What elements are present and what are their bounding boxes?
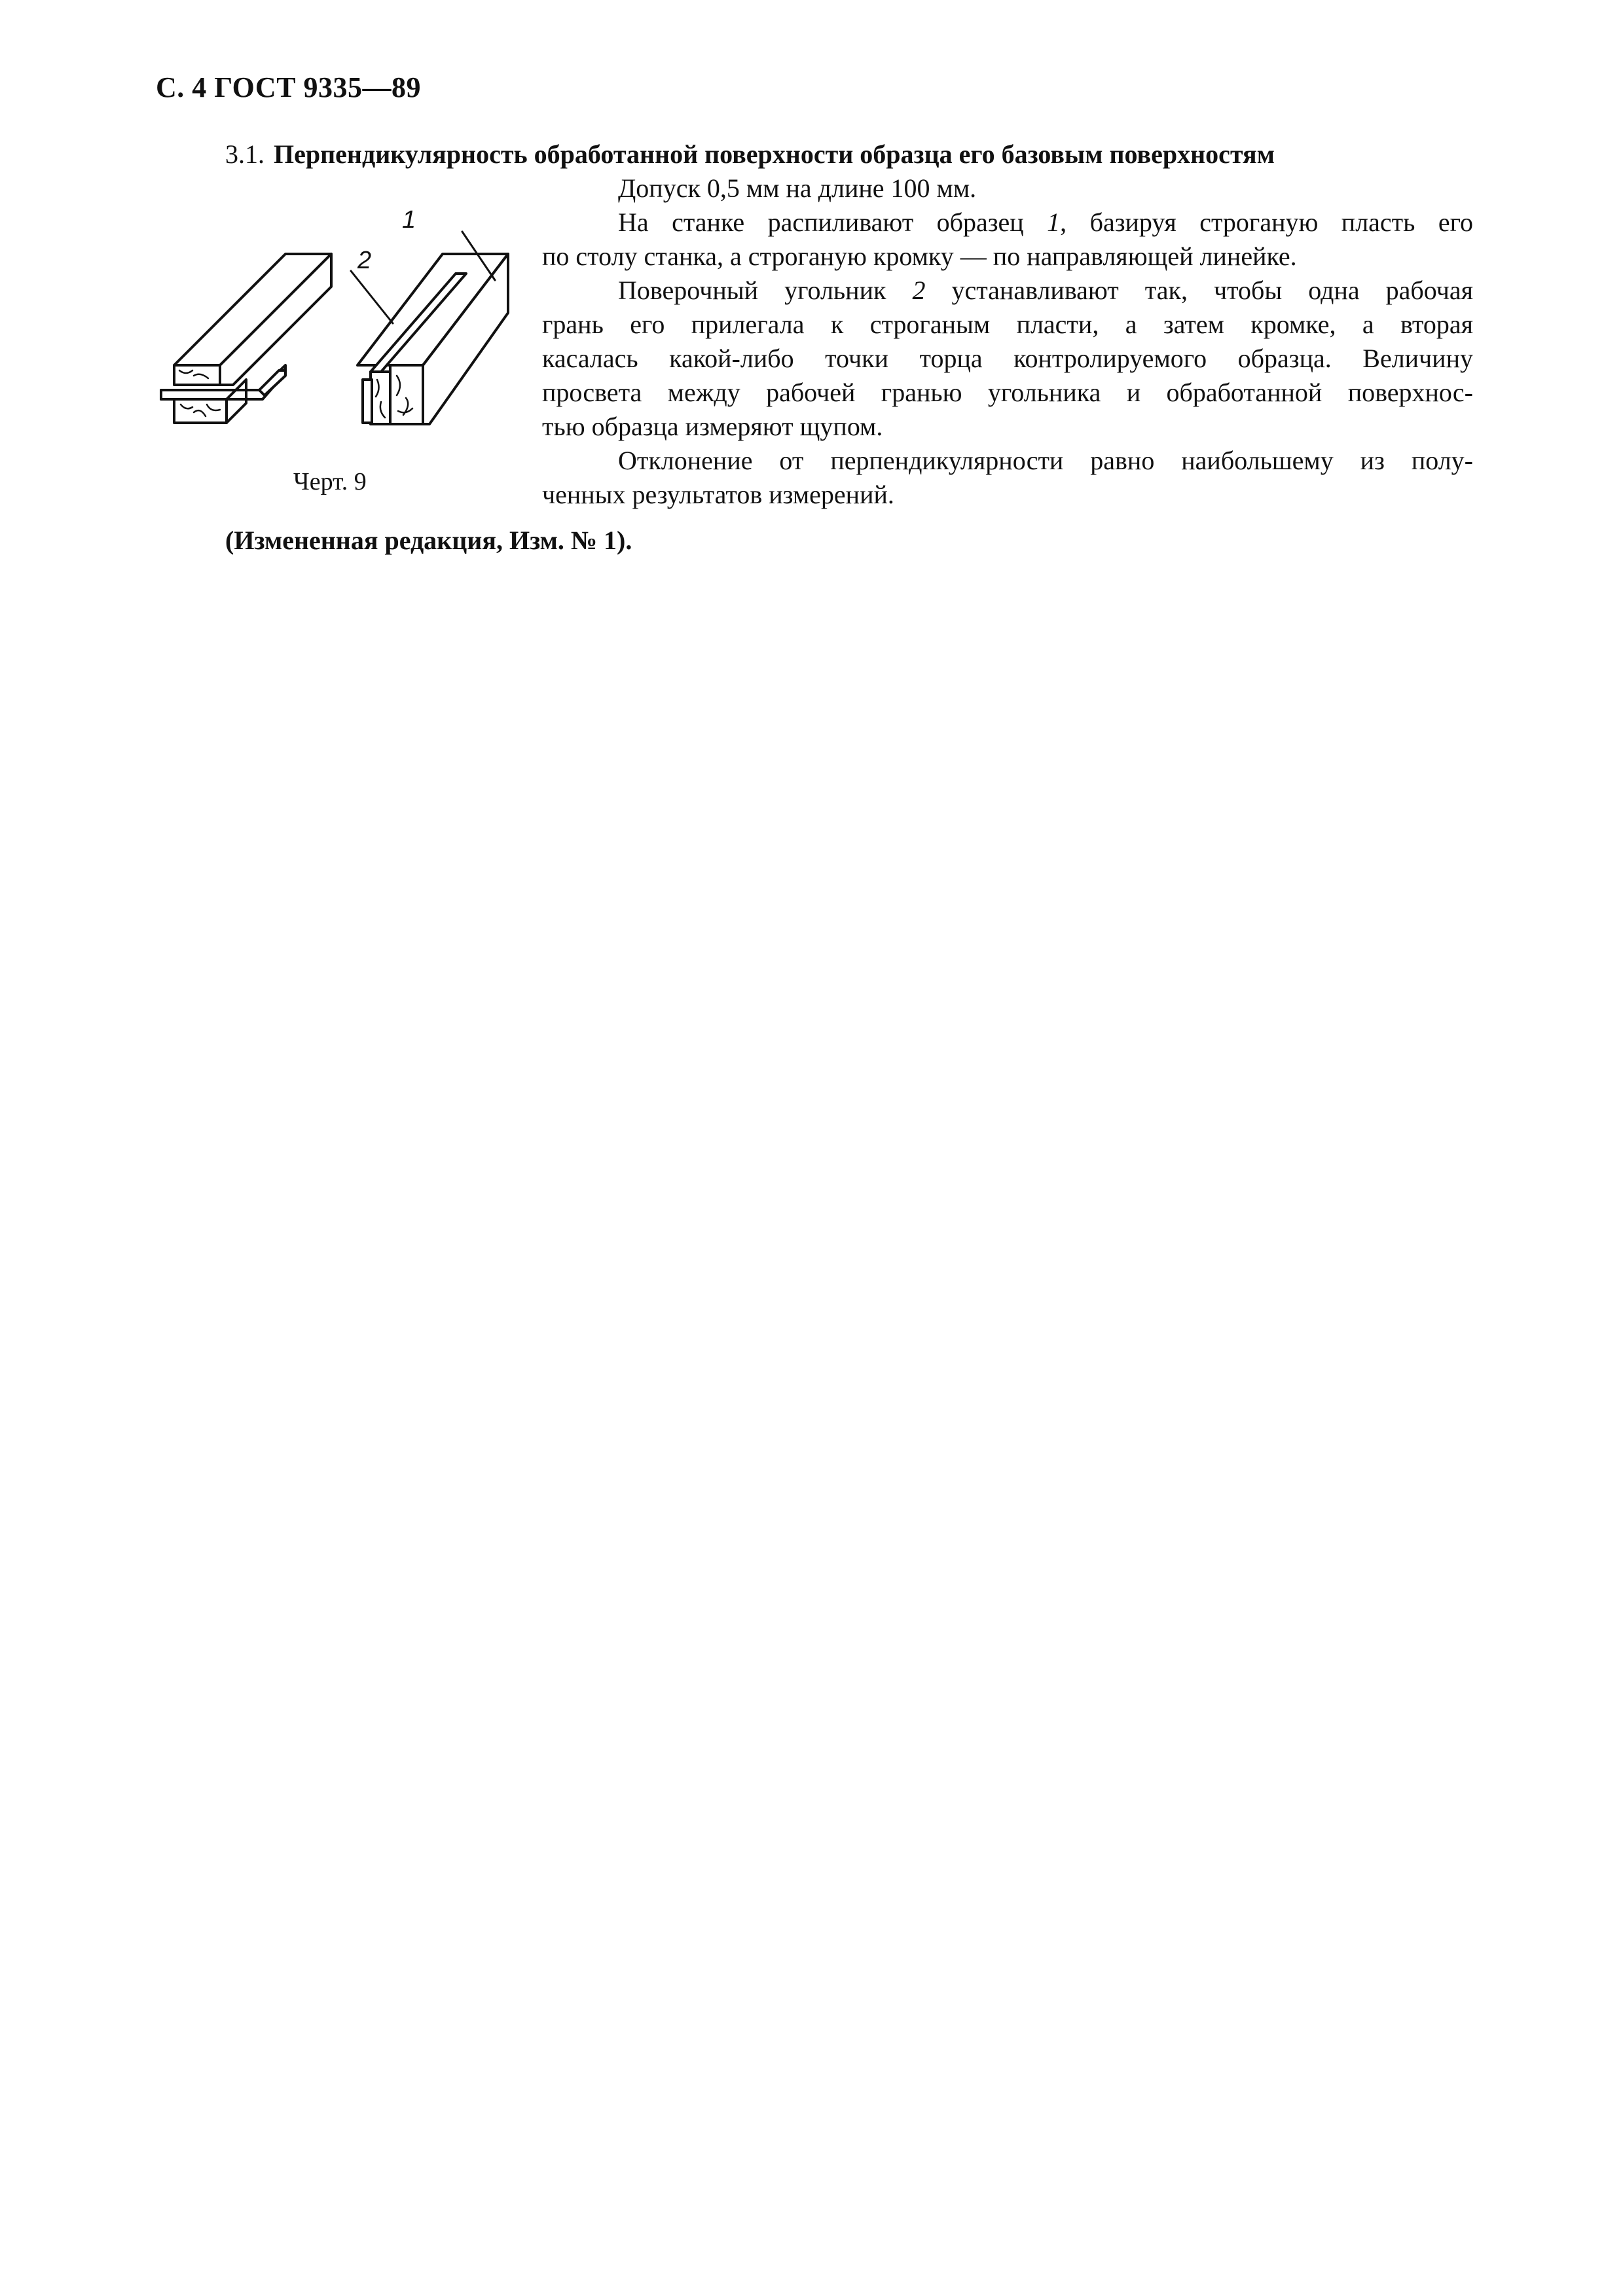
paragraph-square-line-1: Поверочный угольник 2 устанавливают так, чтобы одна рабочая	[618, 276, 1473, 305]
figure-drawing	[155, 208, 521, 444]
section-heading	[225, 139, 1275, 170]
figure-label-2: 2	[357, 247, 372, 274]
paragraph-sawing-line-1: На станке распиливают образец 1, базируя строганую пласть его	[618, 207, 1474, 237]
paragraph-deviation-line-1: Отклонение от перпендикулярности равно наибольшему из полу-	[618, 446, 1473, 475]
right-square-plate	[371, 372, 390, 424]
page-header: С. 4 ГОСТ 9335—89	[156, 71, 422, 103]
paragraph-square-line-2: грань его прилегала к строганым пласти, а затем кромке, а вторая	[542, 310, 1473, 339]
paragraph-deviation-line-2: ченных результатов измерений.	[542, 480, 894, 509]
paragraph-tolerance: Допуск 0,5 мм на длине 100 мм.	[618, 173, 977, 203]
section-number: 3.1.	[225, 139, 264, 169]
body-text	[542, 171, 1473, 512]
leader-line-2	[351, 271, 393, 323]
figure-caption: Черт. 9	[293, 468, 367, 495]
paragraph-sawing-line-2: по столу станка, а строганую кромку — по направляющей линейке.	[542, 242, 1297, 271]
paragraph-square-line-4: просвета между рабочей гранью угольника и обработанной поверхнос-	[542, 378, 1473, 407]
amendment-note: (Измененная редакция, Изм. № 1).	[225, 526, 632, 555]
paragraph-square-line-3: касалась какой-либо точки торца контролируемого образца. Величину	[542, 344, 1473, 373]
section-title: Перпендикулярность обработанной поверхности образца его базовым поверхностям	[274, 139, 1275, 169]
right-bar-end	[390, 365, 423, 424]
figure-label-1: 1	[402, 208, 416, 234]
paragraph-square-line-5: тью образца измеряют щупом.	[542, 412, 883, 441]
wood-sample-drawing	[155, 208, 521, 444]
left-square-tongue	[259, 370, 285, 395]
